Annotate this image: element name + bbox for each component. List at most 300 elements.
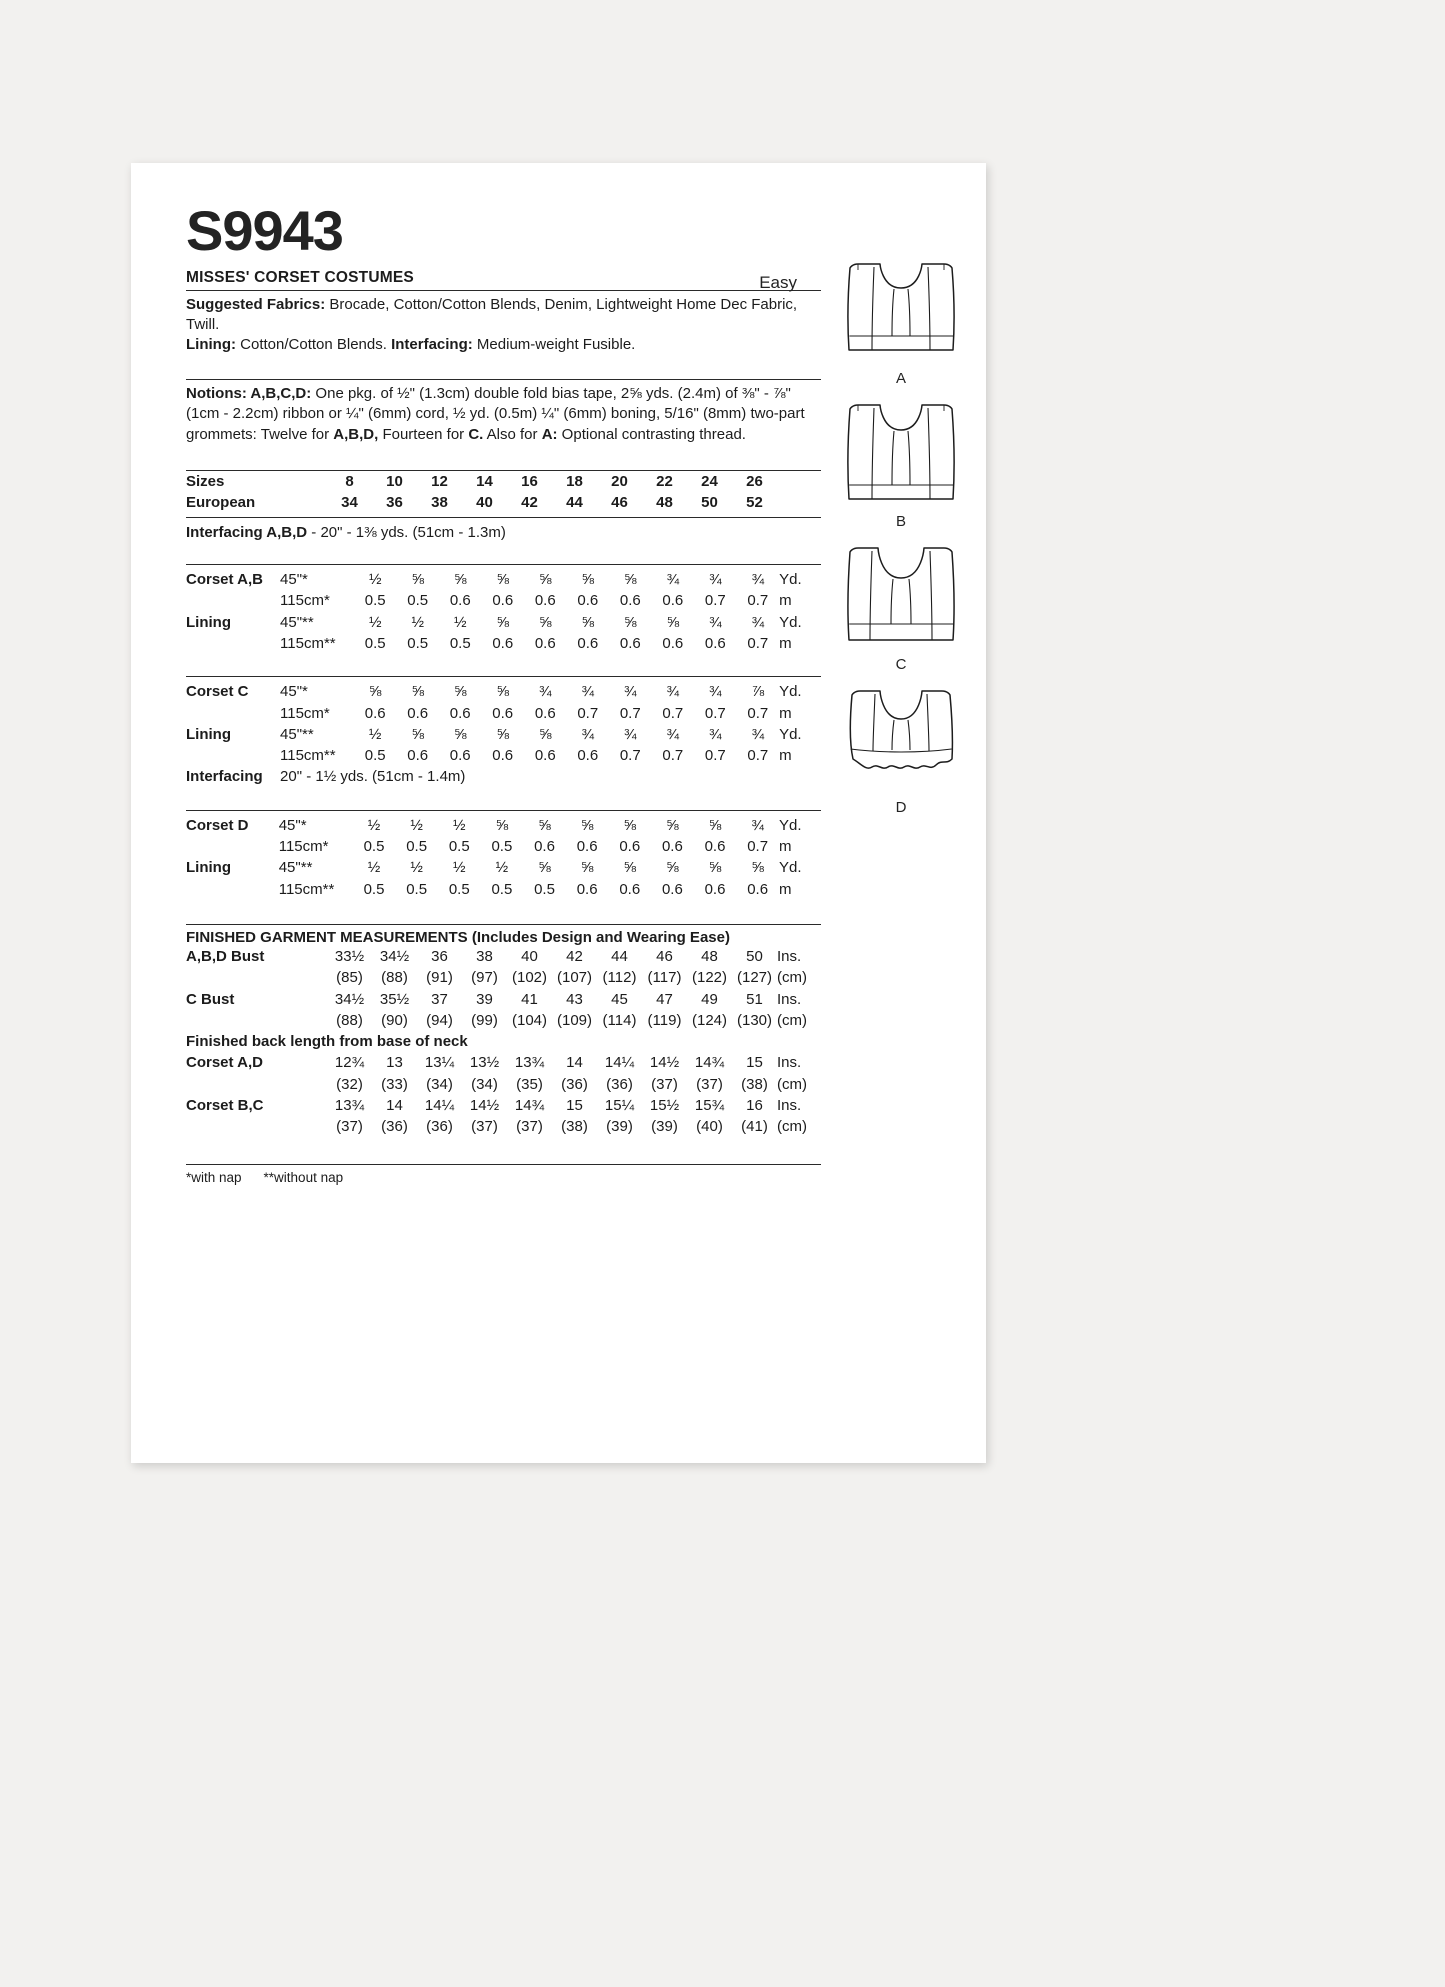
notions-line-2: (1cm - 2.2cm) ribbon or ¼" (6mm) cord, ½ yd. (0.5m) ¼" (6mm) boning, 5/16" (8mm) two-part bbox=[186, 405, 805, 422]
notions-grommets-text: grommets: Twelve for bbox=[186, 425, 334, 443]
european-unit-blank bbox=[777, 492, 821, 513]
yardage-ab-r3-v0: 0.5 bbox=[364, 634, 386, 652]
yardage-d-r2-v1: ½ bbox=[410, 859, 423, 877]
yardage-d-r2-v6: ⅝ bbox=[623, 859, 637, 877]
yardage-ab-r3-v4: 0.6 bbox=[534, 634, 556, 652]
table-row bbox=[186, 633, 821, 654]
yardage-d-r3-v5: 0.6 bbox=[576, 880, 598, 898]
corset-view-c-drawing bbox=[836, 544, 966, 654]
yardage-d-r0-v9: ¾ bbox=[751, 816, 764, 834]
yardage-c-r0-v2: ⅝ bbox=[453, 683, 467, 701]
fin-r2-v7: 47 bbox=[656, 990, 673, 1008]
interfacing-c-label: Interfacing bbox=[186, 768, 263, 786]
yardage-c-r0-v5: ¾ bbox=[581, 683, 595, 701]
bl-r0-v0: 12¾ bbox=[334, 1054, 365, 1072]
fin-r1-v0: (85) bbox=[336, 969, 363, 987]
yardage-c-r1-v1: 0.6 bbox=[407, 704, 429, 722]
fin-r3-v2: (94) bbox=[426, 1011, 453, 1029]
table-row bbox=[186, 946, 821, 967]
size-us-5: 18 bbox=[566, 473, 583, 490]
pattern-number: S9943 bbox=[186, 199, 343, 262]
fin-r0-v7: 46 bbox=[656, 947, 673, 965]
table-row bbox=[186, 1074, 821, 1095]
corset-view-b-drawing bbox=[836, 401, 966, 511]
size-us-1: 10 bbox=[386, 473, 403, 490]
difficulty-label: Easy bbox=[759, 273, 797, 292]
table-row-back-length-title bbox=[186, 1031, 821, 1052]
notions-line-1 bbox=[186, 380, 821, 404]
bl-r1-v1: (33) bbox=[381, 1075, 408, 1093]
bl-r1-v4: (35) bbox=[516, 1075, 543, 1093]
fin-r3-v1: (90) bbox=[381, 1011, 408, 1029]
yardage-ab-r0-v4: ⅝ bbox=[539, 571, 552, 589]
lining-interfacing-line bbox=[186, 334, 821, 355]
yardage-d-r1-v2: 0.5 bbox=[448, 838, 470, 856]
fin-r0-unit: Ins. bbox=[777, 947, 802, 965]
yardage-c-r2-label: Lining bbox=[186, 725, 231, 743]
fin-r1-v1: (88) bbox=[381, 969, 408, 987]
yardage-c-r0-v7: ¾ bbox=[666, 683, 680, 701]
yardage-ab-r1-label bbox=[186, 590, 280, 611]
yardage-ab-r0-v5: ⅝ bbox=[581, 571, 595, 589]
fin-r1-label bbox=[186, 967, 327, 988]
size-eu-0: 34 bbox=[341, 494, 358, 512]
yardage-c-r1-label bbox=[186, 703, 280, 724]
interfacing-c-value: 20" - 1½ yds. (51cm - 1.4m) bbox=[280, 768, 466, 786]
notions-also-text: Also for bbox=[483, 425, 542, 443]
yardage-c-r3-v0: 0.5 bbox=[364, 747, 386, 765]
yardage-d-r3-v0: 0.5 bbox=[363, 880, 385, 898]
yardage-d-r2-v7: ⅝ bbox=[666, 859, 679, 877]
fin-r0-label: A,B,D Bust bbox=[186, 947, 265, 965]
yardage-d-r2-v5: ⅝ bbox=[580, 859, 594, 877]
fin-r0-v9: 50 bbox=[746, 947, 763, 965]
table-row bbox=[186, 612, 821, 633]
yardage-d-r0-v2: ½ bbox=[453, 816, 466, 834]
fin-r2-v1: 35½ bbox=[379, 990, 410, 1008]
yardage-c-r0-v3: ⅝ bbox=[496, 683, 509, 701]
fin-r1-v4: (102) bbox=[511, 969, 548, 987]
yardage-d-r1-v6: 0.6 bbox=[619, 838, 641, 856]
bl-r0-v4: 13¾ bbox=[514, 1054, 545, 1072]
fin-r1-v9: (127) bbox=[736, 969, 773, 987]
yardage-c-r0-v6: ¾ bbox=[624, 683, 637, 701]
yardage-d-r0-v0: ½ bbox=[367, 816, 381, 834]
fin-r2-v0: 34½ bbox=[334, 990, 365, 1008]
bl-r0-v8: 14¾ bbox=[694, 1054, 725, 1072]
yardage-ab-r3-v6: 0.6 bbox=[619, 634, 641, 652]
fin-r1-v6: (112) bbox=[602, 969, 637, 987]
fin-r2-label: C Bust bbox=[186, 990, 235, 1008]
fin-r2-v6: 45 bbox=[611, 990, 628, 1008]
yardage-c-r3-label bbox=[186, 745, 280, 766]
corset-view-d-drawing bbox=[836, 687, 966, 797]
yardage-ab-r1-unit: m bbox=[779, 592, 792, 610]
garment-figure-c-label: C bbox=[895, 656, 907, 673]
bl-r3-v3: (37) bbox=[471, 1118, 498, 1136]
bl-r2-v8: 15¾ bbox=[694, 1097, 725, 1115]
table-row-sizes bbox=[186, 471, 821, 492]
table-row bbox=[186, 569, 821, 590]
yardage-d-r1-v5: 0.6 bbox=[576, 838, 598, 856]
bl-r1-v8: (37) bbox=[696, 1075, 723, 1093]
yardage-d-r0-v5: ⅝ bbox=[580, 816, 594, 834]
without-nap-note: **without nap bbox=[263, 1169, 344, 1185]
garment-figure-b-label: B bbox=[895, 513, 906, 530]
yardage-ab-r1-v5: 0.6 bbox=[577, 592, 599, 610]
yardage-c-r2-v7: ¾ bbox=[666, 725, 680, 743]
sizes-row-label: Sizes bbox=[186, 473, 225, 490]
suggested-fabrics-label: Suggested Fabrics: bbox=[186, 296, 326, 313]
size-eu-3: 40 bbox=[476, 494, 493, 512]
yardage-d-r1-width: 115cm* bbox=[278, 838, 329, 856]
fin-r2-v8: 49 bbox=[701, 990, 718, 1008]
corset-view-a-drawing bbox=[836, 258, 966, 368]
yardage-ab-r1-v1: 0.5 bbox=[407, 592, 429, 610]
fin-r0-v0: 33½ bbox=[334, 947, 365, 965]
european-row-label: European bbox=[186, 494, 256, 512]
yardage-c-r0-label: Corset C bbox=[186, 683, 249, 701]
finished-measurements-title: FINISHED GARMENT MEASUREMENTS (Includes Design and Wearing Ease) bbox=[186, 928, 730, 946]
yardage-c-r1-unit: m bbox=[779, 704, 792, 722]
fin-r3-v7: (119) bbox=[647, 1011, 682, 1029]
notions-fourteen-text: Fourteen for bbox=[378, 425, 469, 443]
yardage-c-r1-width: 115cm* bbox=[280, 704, 330, 722]
yardage-ab-r2-v3: ⅝ bbox=[496, 613, 510, 631]
lining-label: Lining: bbox=[186, 336, 236, 353]
pattern-envelope-back bbox=[131, 163, 986, 1463]
yardage-c-r1-v8: 0.7 bbox=[704, 704, 726, 722]
table-row bbox=[186, 967, 821, 988]
yardage-c-r1-v3: 0.6 bbox=[492, 704, 514, 722]
bl-r2-v2: 14¼ bbox=[424, 1097, 455, 1115]
yardage-ab-r2-width: 45"** bbox=[280, 613, 314, 631]
size-us-6: 20 bbox=[611, 473, 628, 490]
garment-figure-d-label: D bbox=[895, 799, 907, 816]
suggested-fabrics-value: Brocade, Cotton/Cotton Blends, Denim, Lightweight Home Dec Fabric, Twill. bbox=[186, 296, 798, 333]
yardage-ab-r0-v8: ¾ bbox=[709, 571, 722, 589]
yardage-c-r3-width: 115cm** bbox=[280, 747, 336, 765]
yardage-ab-r3-v7: 0.6 bbox=[662, 634, 684, 652]
yardage-ab-r0-v6: ⅝ bbox=[624, 571, 637, 589]
size-us-0: 8 bbox=[345, 473, 354, 490]
table-row bbox=[186, 1052, 821, 1073]
fin-r3-v8: (124) bbox=[691, 1011, 728, 1029]
size-us-3: 14 bbox=[476, 473, 493, 490]
yardage-d-r3-v6: 0.6 bbox=[619, 880, 641, 898]
finished-measurements-table bbox=[186, 946, 821, 1138]
yardage-ab-r2-unit: Yd. bbox=[779, 613, 802, 631]
yardage-ab-r2-v0: ½ bbox=[368, 613, 382, 631]
yardage-ab-r3-v9: 0.7 bbox=[747, 634, 769, 652]
yardage-d-r0-v3: ⅝ bbox=[495, 816, 509, 834]
size-us-8: 24 bbox=[701, 473, 718, 490]
table-row bbox=[186, 1116, 821, 1137]
yardage-d-r0-v4: ⅝ bbox=[538, 816, 551, 834]
yardage-c-r1-v9: 0.7 bbox=[747, 704, 769, 722]
garment-illustrations bbox=[831, 258, 971, 830]
yardage-c-r2-width: 45"** bbox=[280, 725, 314, 743]
bl-r2-label: Corset B,C bbox=[186, 1097, 264, 1115]
size-eu-1: 36 bbox=[386, 494, 403, 512]
yardage-ab-r2-v5: ⅝ bbox=[581, 613, 595, 631]
yardage-d-r1-label bbox=[186, 836, 279, 857]
bl-r1-v5: (36) bbox=[561, 1075, 588, 1093]
fin-r3-label bbox=[186, 1010, 327, 1031]
bl-r2-v7: 15½ bbox=[649, 1097, 680, 1115]
yardage-c-r0-v9: ⅞ bbox=[751, 683, 765, 701]
yardage-table-corset-ab bbox=[186, 569, 821, 654]
yardage-d-r0-width: 45"* bbox=[278, 816, 307, 834]
bl-r3-v9: (41) bbox=[741, 1118, 768, 1136]
fin-r3-v9: (130) bbox=[736, 1011, 773, 1029]
bl-r2-v5: 15 bbox=[566, 1097, 583, 1115]
yardage-c-r2-v3: ⅝ bbox=[496, 725, 509, 743]
yardage-table-corset-c bbox=[186, 681, 821, 787]
bl-r2-v3: 14½ bbox=[469, 1097, 500, 1115]
yardage-d-r1-v0: 0.5 bbox=[363, 838, 385, 856]
yardage-d-r0-v6: ⅝ bbox=[623, 816, 637, 834]
table-row bbox=[186, 989, 821, 1010]
yardage-c-r0-unit: Yd. bbox=[779, 683, 802, 701]
fin-r1-v2: (91) bbox=[426, 969, 453, 987]
garment-figure-a bbox=[831, 258, 971, 387]
yardage-c-r2-v8: ¾ bbox=[709, 725, 722, 743]
notions-thread-text: Optional contrasting thread. bbox=[557, 425, 746, 443]
yardage-d-r2-unit: Yd. bbox=[778, 859, 802, 877]
size-eu-5: 44 bbox=[566, 494, 583, 512]
table-row-european bbox=[186, 492, 821, 513]
yardage-ab-r1-width: 115cm* bbox=[280, 592, 330, 610]
yardage-ab-r1-v0: 0.5 bbox=[364, 592, 386, 610]
yardage-ab-r2-v1: ½ bbox=[411, 613, 424, 631]
bl-r1-v9: (38) bbox=[741, 1075, 768, 1093]
table-row bbox=[186, 681, 821, 702]
notions-views-abd: A,B,D, bbox=[333, 425, 379, 443]
bl-r3-label bbox=[186, 1116, 327, 1137]
interfacing-value: Medium-weight Fusible. bbox=[472, 336, 636, 353]
yardage-ab-r0-v0: ½ bbox=[368, 571, 382, 589]
bl-r0-v7: 14½ bbox=[649, 1054, 680, 1072]
yardage-ab-r1-v9: 0.7 bbox=[747, 592, 769, 610]
fin-r3-v6: (114) bbox=[602, 1011, 637, 1029]
yardage-d-r2-v2: ½ bbox=[453, 859, 466, 877]
yardage-ab-r3-v3: 0.6 bbox=[492, 634, 514, 652]
fin-r2-v4: 41 bbox=[521, 990, 538, 1008]
fin-r1-v3: (97) bbox=[471, 969, 498, 987]
fin-r3-v0: (88) bbox=[336, 1011, 363, 1029]
sizes-table bbox=[186, 471, 821, 514]
yardage-c-r3-v2: 0.6 bbox=[449, 747, 471, 765]
corset-d-divider bbox=[186, 810, 821, 811]
with-nap-note: *with nap bbox=[186, 1169, 242, 1185]
interfacing-label: Interfacing: bbox=[391, 336, 473, 353]
size-us-4: 16 bbox=[521, 473, 538, 490]
size-eu-7: 48 bbox=[656, 494, 673, 512]
yardage-ab-r3-unit: m bbox=[779, 634, 792, 652]
yardage-c-r1-v7: 0.7 bbox=[662, 704, 684, 722]
lining-value: Cotton/Cotton Blends. bbox=[235, 336, 392, 353]
yardage-d-r2-width: 45"** bbox=[278, 859, 313, 877]
bl-r0-v6: 14¼ bbox=[604, 1054, 635, 1072]
table-row bbox=[186, 815, 821, 836]
fin-r3-unit: (cm) bbox=[777, 1011, 807, 1029]
yardage-d-r0-label: Corset D bbox=[186, 816, 249, 834]
bl-r1-label bbox=[186, 1074, 327, 1095]
bl-r3-v2: (36) bbox=[426, 1118, 453, 1136]
size-eu-6: 46 bbox=[611, 494, 628, 512]
yardage-d-r3-v3: 0.5 bbox=[491, 880, 513, 898]
size-us-2: 12 bbox=[431, 473, 448, 490]
fin-r2-v9: 51 bbox=[746, 990, 763, 1008]
yardage-d-r1-v8: 0.6 bbox=[704, 838, 726, 856]
notions-line-3 bbox=[186, 424, 821, 445]
yardage-c-r3-v4: 0.6 bbox=[534, 747, 556, 765]
fin-r0-v8: 48 bbox=[701, 947, 718, 965]
yardage-d-r3-v4: 0.5 bbox=[534, 880, 555, 898]
garment-figure-c bbox=[831, 544, 971, 673]
yardage-c-r2-v2: ⅝ bbox=[453, 725, 467, 743]
size-eu-4: 42 bbox=[521, 494, 538, 512]
table-row bbox=[186, 857, 821, 878]
yardage-c-r0-width: 45"* bbox=[280, 683, 308, 701]
yardage-ab-r3-width: 115cm** bbox=[280, 634, 336, 652]
yardage-d-r1-v4: 0.6 bbox=[534, 838, 555, 856]
fin-r2-unit: Ins. bbox=[777, 990, 802, 1008]
yardage-c-r0-v0: ⅝ bbox=[368, 683, 382, 701]
yardage-c-r3-v8: 0.7 bbox=[704, 747, 726, 765]
yardage-c-r3-v3: 0.6 bbox=[492, 747, 514, 765]
bl-r0-v9: 15 bbox=[746, 1054, 763, 1072]
bl-r2-v6: 15¼ bbox=[604, 1097, 635, 1115]
yardage-d-r2-v4: ⅝ bbox=[538, 859, 551, 877]
yardage-c-r2-v5: ¾ bbox=[581, 725, 595, 743]
fin-r2-v3: 39 bbox=[476, 990, 493, 1008]
bl-r3-unit: (cm) bbox=[777, 1118, 807, 1136]
yardage-ab-r0-v1: ⅝ bbox=[411, 571, 424, 589]
yardage-ab-r0-unit: Yd. bbox=[779, 571, 802, 589]
yardage-ab-r0-label: Corset A,B bbox=[186, 571, 263, 589]
yardage-d-r2-v3: ½ bbox=[495, 859, 509, 877]
yardage-c-r1-v4: 0.6 bbox=[534, 704, 556, 722]
yardage-d-r0-v8: ⅝ bbox=[708, 816, 722, 834]
yardage-c-r2-v9: ¾ bbox=[751, 725, 765, 743]
notions-label: Notions: A,B,C,D: bbox=[186, 384, 312, 402]
yardage-d-r0-v1: ½ bbox=[410, 816, 423, 834]
bl-r2-v0: 13¾ bbox=[334, 1097, 365, 1115]
garment-figure-d bbox=[831, 687, 971, 816]
bl-r2-v9: 16 bbox=[746, 1097, 763, 1115]
page-title: MISSES' CORSET COSTUMES bbox=[186, 269, 414, 286]
yardage-c-r3-v7: 0.7 bbox=[662, 747, 684, 765]
yardage-d-r3-width: 115cm** bbox=[278, 880, 335, 898]
bl-r3-v4: (37) bbox=[516, 1118, 543, 1136]
yardage-ab-r3-v1: 0.5 bbox=[407, 634, 429, 652]
size-eu-9: 52 bbox=[746, 494, 763, 512]
yardage-d-r3-v7: 0.6 bbox=[661, 880, 683, 898]
yardage-c-r1-v6: 0.7 bbox=[619, 704, 641, 722]
yardage-ab-r0-width: 45"* bbox=[280, 571, 308, 589]
table-row bbox=[186, 1010, 821, 1031]
yardage-ab-r0-v3: ⅝ bbox=[496, 571, 510, 589]
yardage-ab-r3-v5: 0.6 bbox=[577, 634, 599, 652]
yardage-d-r1-v7: 0.6 bbox=[661, 838, 683, 856]
yardage-ab-r1-v4: 0.6 bbox=[534, 592, 556, 610]
yardage-d-r3-label bbox=[186, 879, 279, 900]
yardage-d-r1-v1: 0.5 bbox=[406, 838, 428, 856]
yardage-c-r2-v4: ⅝ bbox=[538, 725, 552, 743]
fin-r1-unit: (cm) bbox=[777, 969, 807, 987]
bl-r0-v5: 14 bbox=[566, 1054, 583, 1072]
table-row bbox=[186, 703, 821, 724]
yardage-c-r2-unit: Yd. bbox=[779, 725, 802, 743]
yardage-ab-r2-v4: ⅝ bbox=[539, 613, 552, 631]
yardage-d-r3-v2: 0.5 bbox=[448, 880, 470, 898]
sizes-unit-blank bbox=[777, 471, 821, 492]
fin-r0-v3: 38 bbox=[476, 947, 493, 965]
bl-r3-v7: (39) bbox=[651, 1118, 678, 1136]
bl-r1-v7: (37) bbox=[651, 1075, 678, 1093]
fin-r1-v5: (107) bbox=[556, 969, 593, 987]
yardage-d-r3-v9: 0.6 bbox=[747, 880, 769, 898]
bl-r1-v3: (34) bbox=[471, 1075, 498, 1093]
yardage-d-r2-v9: ⅝ bbox=[751, 859, 764, 877]
bl-r0-v2: 13¼ bbox=[424, 1054, 455, 1072]
garment-figure-b bbox=[831, 401, 971, 530]
yardage-ab-r1-v8: 0.7 bbox=[704, 592, 726, 610]
fin-r0-v1: 34½ bbox=[379, 947, 410, 965]
fin-r2-v5: 43 bbox=[566, 990, 583, 1008]
bl-r1-v2: (34) bbox=[426, 1075, 453, 1093]
yardage-ab-r0-v7: ¾ bbox=[666, 571, 680, 589]
fin-r0-v2: 36 bbox=[431, 947, 448, 965]
bl-r2-v1: 14 bbox=[386, 1097, 403, 1115]
table-row bbox=[186, 836, 821, 857]
bl-r1-unit: (cm) bbox=[777, 1075, 807, 1093]
yardage-d-r2-v0: ½ bbox=[367, 859, 381, 877]
yardage-table-corset-d bbox=[186, 815, 821, 900]
fin-r0-v5: 42 bbox=[566, 947, 583, 965]
nap-footnote bbox=[186, 1165, 821, 1185]
pattern-details bbox=[186, 199, 821, 1185]
bl-r0-unit: Ins. bbox=[777, 1054, 802, 1072]
fin-r3-v4: (104) bbox=[511, 1011, 548, 1029]
table-row-interfacing-c bbox=[186, 766, 821, 787]
yardage-ab-r3-label bbox=[186, 633, 280, 654]
yardage-ab-r0-v2: ⅝ bbox=[453, 571, 467, 589]
yardage-ab-r2-v8: ¾ bbox=[709, 613, 722, 631]
table-row bbox=[186, 590, 821, 611]
yardage-d-r2-v8: ⅝ bbox=[708, 859, 722, 877]
bl-r3-v8: (40) bbox=[696, 1118, 723, 1136]
yardage-c-r1-v0: 0.6 bbox=[364, 704, 386, 722]
fin-r3-v5: (109) bbox=[556, 1011, 593, 1029]
yardage-ab-r2-v6: ⅝ bbox=[624, 613, 637, 631]
yardage-c-r3-v6: 0.7 bbox=[619, 747, 641, 765]
yardage-c-r1-v5: 0.7 bbox=[577, 704, 599, 722]
interfacing-abd-value: - 20" - 1⅜ yds. (51cm - 1.3m) bbox=[307, 523, 506, 541]
yardage-ab-r2-v7: ⅝ bbox=[666, 613, 680, 631]
yardage-ab-r1-v7: 0.6 bbox=[662, 592, 684, 610]
fin-r1-v8: (122) bbox=[691, 969, 728, 987]
table-row bbox=[186, 724, 821, 745]
bl-r0-v1: 13 bbox=[386, 1054, 403, 1072]
fin-r0-v6: 44 bbox=[611, 947, 628, 965]
table-row bbox=[186, 745, 821, 766]
garment-figure-a-label: A bbox=[895, 370, 906, 387]
bl-r2-unit: Ins. bbox=[777, 1097, 802, 1115]
bl-r3-v5: (38) bbox=[561, 1118, 588, 1136]
